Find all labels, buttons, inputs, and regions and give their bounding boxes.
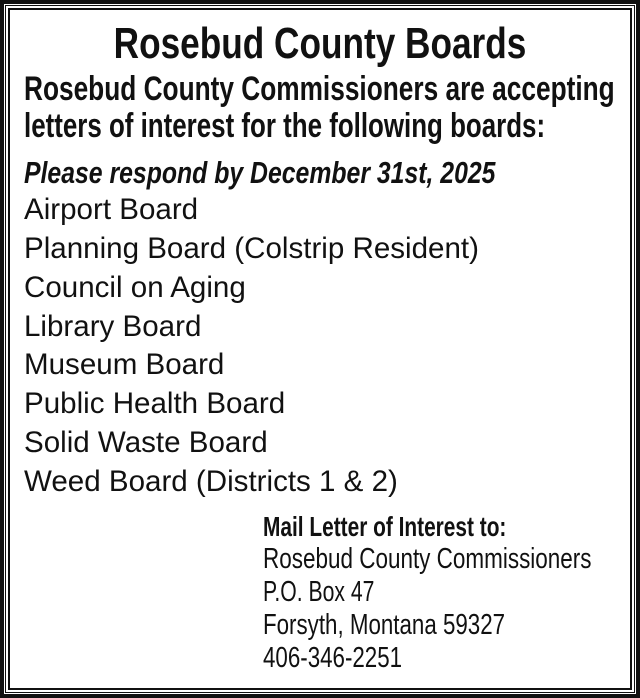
- board-item: Public Health Board: [24, 387, 286, 420]
- deadline-note: Please respond by December 31st, 2025: [24, 155, 496, 190]
- board-item: Library Board: [24, 310, 202, 343]
- mail-po-box: P.O. Box 47: [263, 576, 375, 608]
- ad-title: Rosebud County Boards: [113, 19, 527, 68]
- board-item: Museum Board: [24, 348, 225, 381]
- board-item: Airport Board: [24, 193, 199, 226]
- board-item: Planning Board (Colstrip Resident): [24, 232, 479, 265]
- mail-recipient: Rosebud County Commissioners: [263, 543, 592, 575]
- board-item: Council on Aging: [24, 271, 246, 304]
- board-item: Solid Waste Board: [24, 426, 268, 459]
- intro-line-2: letters of interest for the following boards:: [24, 107, 546, 145]
- mail-heading: Mail Letter of Interest to:: [263, 511, 507, 542]
- mail-city-state-zip: Forsyth, Montana 59327: [263, 609, 506, 641]
- mail-phone: 406-346-2251: [263, 642, 403, 674]
- intro-line-1: Rosebud County Commissioners are accepting: [24, 70, 615, 108]
- board-item: Weed Board (Districts 1 & 2): [24, 465, 398, 498]
